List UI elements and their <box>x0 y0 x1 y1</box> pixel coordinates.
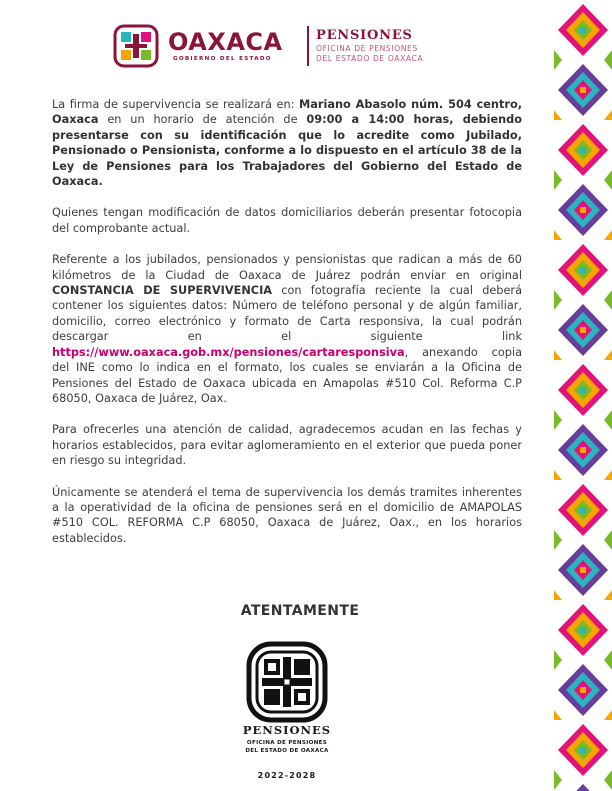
oaxaca-seal-icon <box>113 24 159 68</box>
paragraph-location <box>52 97 522 189</box>
notice-body <box>52 97 522 562</box>
brand-subtitle: GOBIERNO DEL ESTADO <box>173 56 272 62</box>
paragraph-other-procedures: Únicamente se atenderá el tema de supervivencia los demás tramites inherentes a la operatividad de la oficina de pensiones será en el domicilio de AMAPOLAS #510 COL. REFORMA C.P 68050, Oaxaca de Juárez, Oax., en los horarios establecidos. <box>52 485 522 545</box>
pensions-subtitle-2: DEL ESTADO DE OAXACA <box>316 54 424 63</box>
paragraph-address-change: Quienes tengan modificación de datos domiciliarios deberán presentar fotocopia del comprobante actual. <box>52 206 522 235</box>
closing: ATENTAMENTE <box>240 603 360 619</box>
pensions-title: PENSIONES <box>316 28 413 43</box>
paragraph-quality: Para ofrecerles una atención de calidad, agradecemos acudan en las fechas y horarios establecidos, para evitar aglomeramiento en el exterior que pueda poner en riesgo su integridad. <box>52 423 522 468</box>
footer-title: PENSIONES <box>242 723 332 737</box>
p3-text-1: Referente a los jubilados, pensionados y pensionistas que radican a más de 60 kilómetros de la Ciudad de Oaxaca de Juárez podrán enviar en original <box>52 253 522 282</box>
pensiones-emblem-icon <box>246 641 328 723</box>
header <box>113 22 453 70</box>
header-divider <box>307 26 309 66</box>
footer-subtitle-2: DEL ESTADO DE OAXACA <box>245 748 329 754</box>
p3-constancia: CONSTANCIA DE SUPERVIVENCIA <box>52 284 273 298</box>
p1-address: Mariano Abasolo núm. 504 centro, Oaxaca <box>52 98 522 127</box>
textile-pattern-border <box>554 0 612 791</box>
p1-text-2: en un horario de atención de <box>98 113 307 127</box>
brand-name: OAXACA <box>168 28 283 56</box>
p1-schedule: 09:00 a 14:00 horas, debiendo presentarse con su identificación que lo acredite como Jubilado, Pensionado o Pensionista, conforme a lo dispuesto en el artículo 38 de la Ley de Pensiones para los Trabajadores del Gobierno del Estado de Oaxaca. <box>52 113 522 189</box>
pensions-subtitle-1: OFICINA DE PENSIONES <box>316 44 418 53</box>
footer-years: 2022-2028 <box>257 771 317 780</box>
carta-responsiva-link[interactable]: https://www.oaxaca.gob.mx/pensiones/cartaresponsiva <box>52 345 405 359</box>
paragraph-remote <box>52 252 522 406</box>
p3-text-3: , anexando copia del INE como lo indica en el formato, los cuales se enviarán a la Oficina de Pensiones del Estado de Oaxaca ubicada en Amapolas #510 Col. Reforma C.P 68050, Oaxaca de Juárez, Oax. <box>52 345 522 405</box>
footer-subtitle-1: OFICINA DE PENSIONES <box>246 740 328 746</box>
p1-text-1: La firma de supervivencia se realizará en: <box>52 98 300 111</box>
p3-text-2: con fotografía reciente la cual deberá contener los siguientes datos: Número de teléfono personal y de algún familiar, domicilio, correo electrónico y formato de Carta responsiva, la cual podrán descargar en el siguiente link <box>52 284 522 344</box>
